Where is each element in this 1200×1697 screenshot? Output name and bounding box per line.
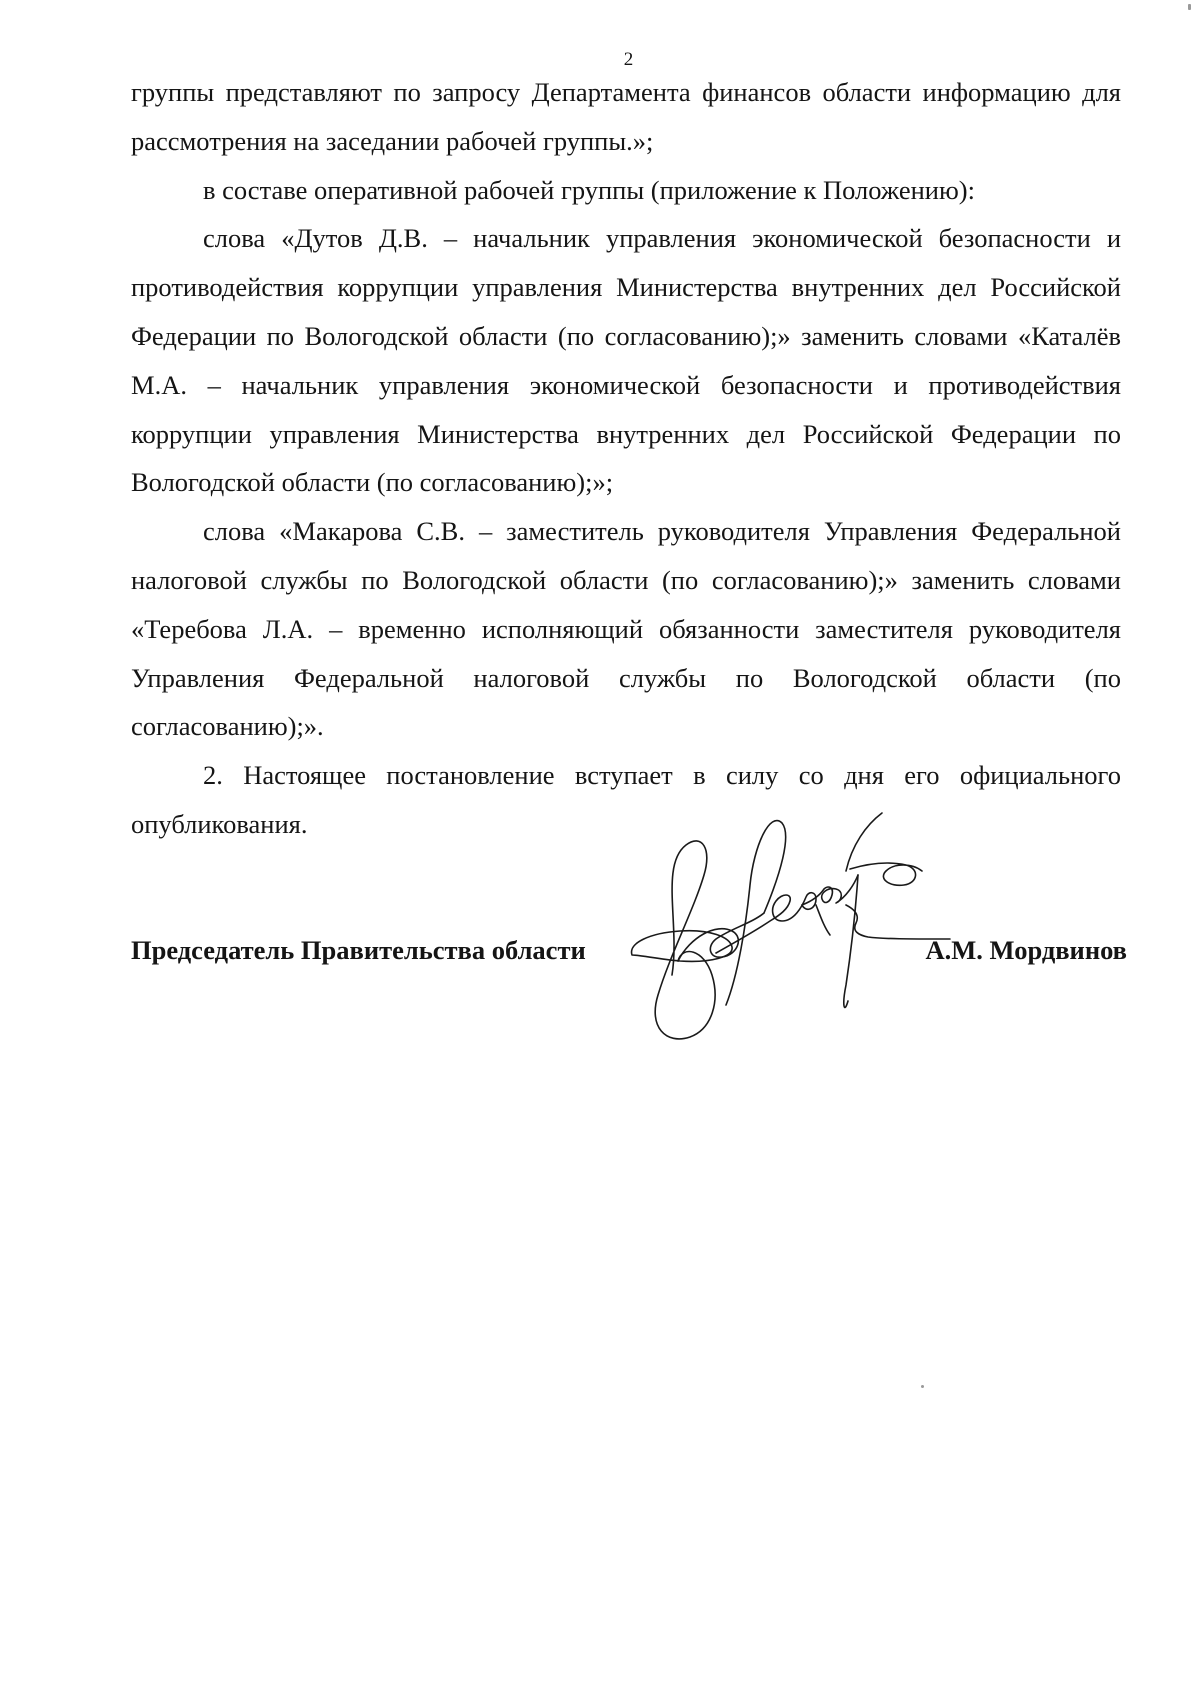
page-number: 2 — [623, 49, 634, 70]
paragraph-replace-dutov: слова «Дутов Д.В. – начальник управления экономической безопасности и противодействия коррупции управления Министерства внутренних дел Российской Федерации по Вологодской области (по согласованию);» заменить словами «Каталёв М.А. – начальник управления экономической безопасности и противодействия коррупции управления Министерства внутренних дел Российской Федерации по Вологодской области (по согласованию);»; — [131, 223, 1121, 498]
paragraph-replace-makarova: слова «Макарова С.В. – заместитель руководителя Управления Федеральной налоговой службы по Вологодской области (по согласованию);» заменить словами «Теребова Л.А. – временно исполняющий обязанности заместителя руководителя Управления Федеральной налоговой службы по Вологодской области (по согласованию);». — [131, 516, 1121, 742]
scan-speck — [921, 1385, 924, 1388]
handwritten-signature — [620, 805, 960, 1065]
paragraph-effective-date: 2. Настоящее постановление вступает в силу со дня его официального опубликования. — [131, 760, 1121, 839]
paragraph-composition-heading: в составе оперативной рабочей группы (приложение к Положению): — [203, 174, 975, 205]
signatory-name: А.М. Мордвинов — [925, 935, 1127, 965]
signatory-position: Председатель Правительства области — [131, 935, 586, 965]
scan-speck — [1188, 4, 1191, 10]
document-body — [131, 68, 1121, 849]
paragraph-continuation: группы представляют по запросу Департамента финансов области информацию для рассмотрения на заседании рабочей группы.»; — [131, 77, 1121, 156]
